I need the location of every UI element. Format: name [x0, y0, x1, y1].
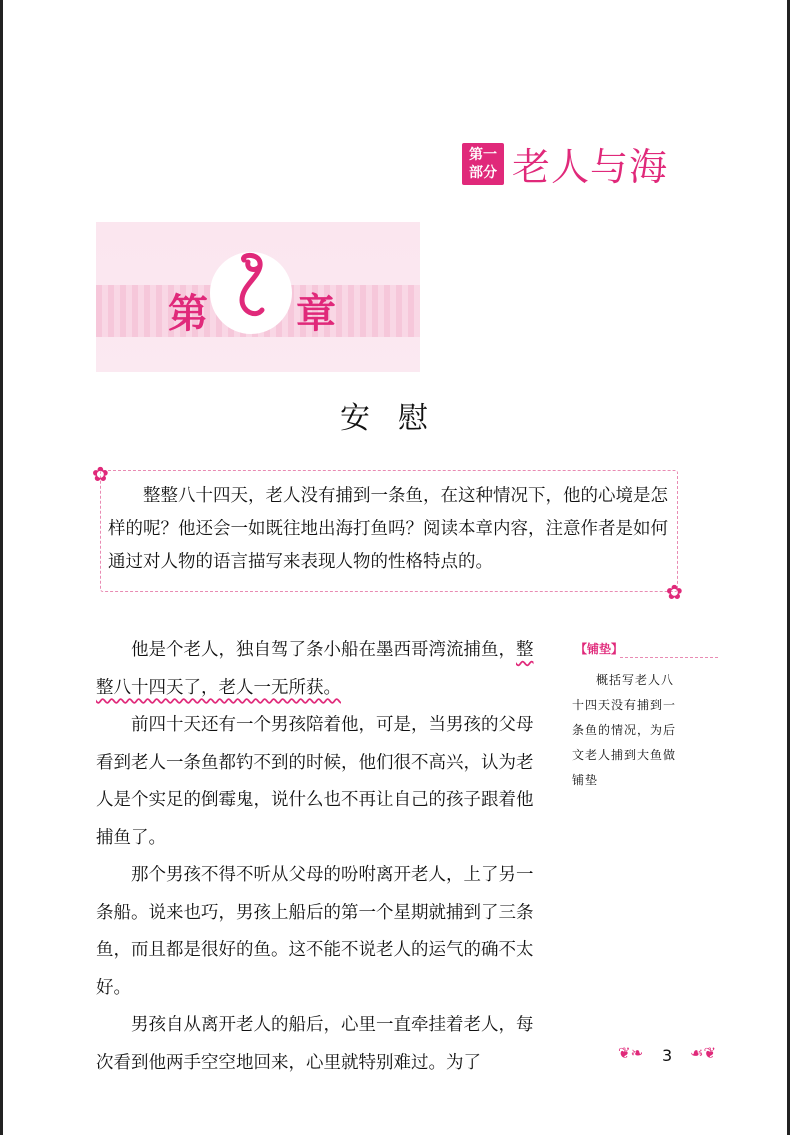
chapter-number-glyph — [236, 252, 268, 322]
body-paragraph-3: 那个男孩不得不听从父母的吩咐离开老人，上了另一条船。说来也巧，男孩上船后的第一个星期就捕到了三条鱼，而且都是很好的鱼。这不能不说老人的运气的确不太好。 — [96, 865, 534, 998]
part-badge-line1: 第一 — [469, 146, 497, 163]
chapter-prefix: 第 — [168, 291, 208, 337]
body-paragraph-1 — [96, 632, 548, 707]
part-badge — [462, 143, 504, 185]
underlined-sentence: 整整八十四天了，老人一无所获。 — [96, 640, 534, 698]
side-note-divider — [620, 657, 718, 658]
part-title: 老人与海 — [512, 145, 669, 189]
chapter-suffix: 章 — [296, 291, 336, 337]
page-number: 3 — [662, 1046, 673, 1065]
side-note-tag: 【铺垫】 — [575, 642, 624, 656]
corner-ornament-bottom-right: ✿ — [666, 580, 683, 604]
part-header — [462, 136, 668, 191]
intro-text: 整整八十四天，老人没有捕到一条鱼，在这种情况下，他的心境是怎样的呢？他还会一如既往地出海打鱼吗？阅读本章内容，注意作者是如何通过对人物的语言描写来表现人物的性格特点的。 — [108, 486, 668, 572]
side-note-text: 概括写老人八十四天没有捕到一条鱼的情况，为后文老人捕到大鱼做铺垫 — [572, 673, 677, 787]
body-text — [96, 632, 548, 1082]
body-paragraph-4: 男孩自从离开老人的船后，心里一直牵挂着老人，每次看到他两手空空地回来，心里就特别难过。为了 — [96, 1015, 534, 1073]
body-paragraph-1-text: 他是个老人，独自驾了条小船在墨西哥湾流捕鱼， — [131, 640, 516, 660]
part-badge-line2: 部分 — [469, 164, 497, 181]
chapter-title: 安慰 — [340, 401, 456, 436]
body-paragraph-2: 前四十天还有一个男孩陪着他，可是，当男孩的父母看到老人一条鱼都钓不到的时候，他们很不高兴，认为老人是个实足的倒霉鬼，说什么也不再让自己的孩子跟着他捕鱼了。 — [96, 715, 534, 848]
footer-ornament-left: ❦❧ — [618, 1044, 644, 1062]
footer-ornament-right: ☙❦ — [690, 1044, 717, 1062]
corner-ornament-top-left: ✿ — [92, 462, 109, 486]
